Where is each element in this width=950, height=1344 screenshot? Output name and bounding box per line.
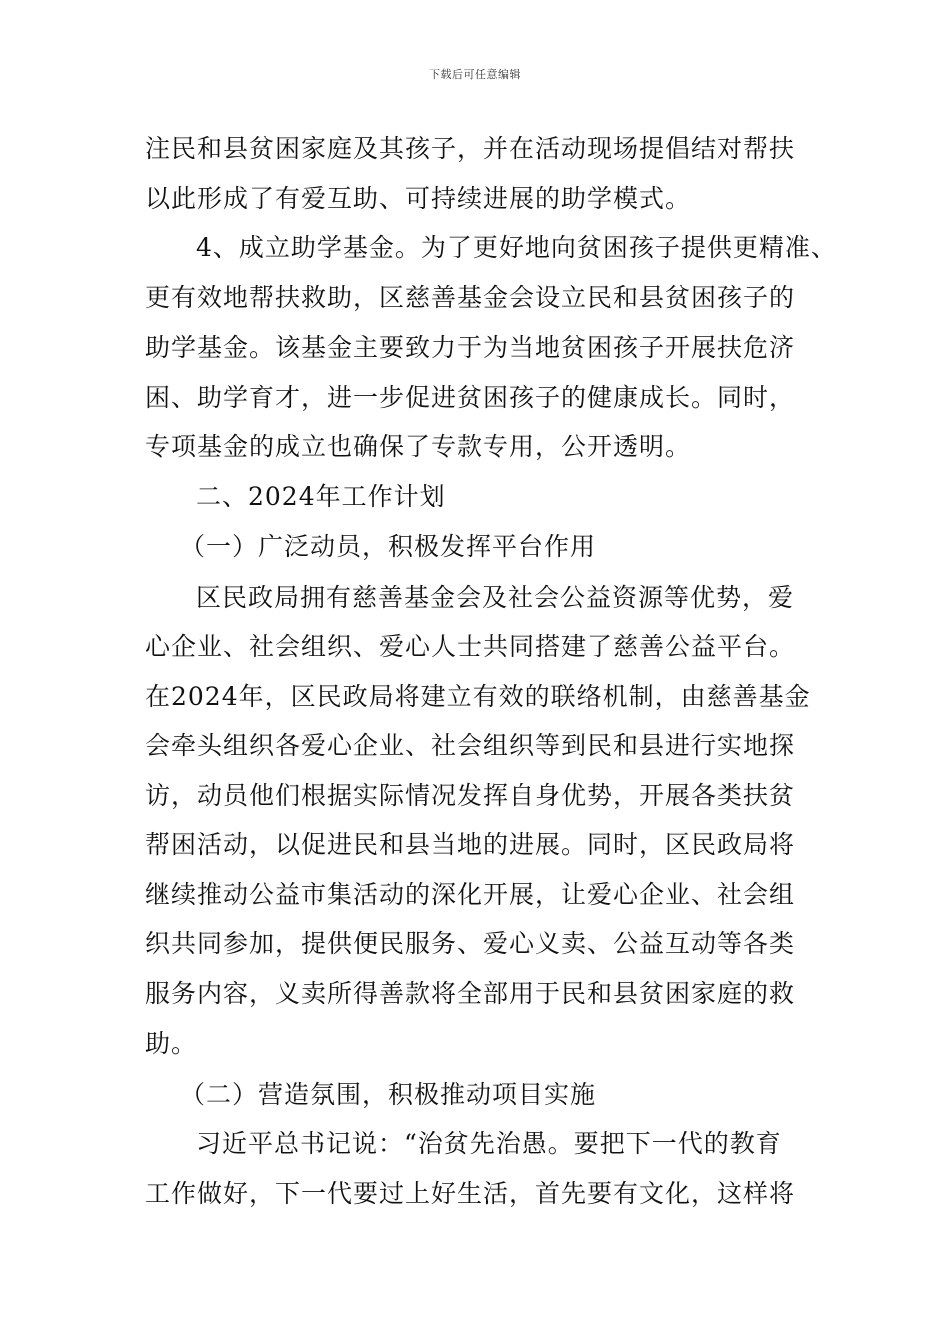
paragraph-line: 以此形成了有爱互助、可持续进展的助学模式。 bbox=[145, 184, 692, 213]
section-heading: 二、2024年工作计划 bbox=[196, 482, 446, 511]
paragraph-line: 心企业、社会组织、爱心人士共同搭建了慈善公益平台。 bbox=[145, 632, 796, 661]
paragraph-line: 助学基金。该基金主要致力于为当地贫困孩子开展扶危济 bbox=[145, 333, 796, 362]
paragraph-line: 区民政局拥有慈善基金会及社会公益资源等优势，爱 bbox=[196, 583, 795, 612]
paragraph-line: 专项基金的成立也确保了专款专用，公开透明。 bbox=[145, 432, 692, 461]
paragraph-line: 4、成立助学基金。为了更好地向贫困孩子提供更精准、 bbox=[196, 233, 837, 262]
paragraph-line: 访，动员他们根据实际情况发挥自身优势，开展各类扶贫 bbox=[145, 781, 796, 810]
paragraph-line: 助。 bbox=[145, 1029, 198, 1058]
paragraph-line: 服务内容，义卖所得善款将全部用于民和县贫困家庭的救 bbox=[145, 979, 796, 1008]
page-header: 下载后可任意编辑 bbox=[429, 68, 521, 81]
paragraph-line: 工作做好，下一代要过上好生活，首先要有文化，这样将 bbox=[145, 1179, 796, 1208]
paragraph-line: 注民和县贫困家庭及其孩子，并在活动现场提倡结对帮扶 bbox=[145, 134, 796, 163]
paragraph-line: 在2024年，区民政局将建立有效的联络机制，由慈善基金 bbox=[145, 682, 811, 711]
paragraph-line: 困、助学育才，进一步促进贫困孩子的健康成长。同时， bbox=[145, 383, 796, 412]
paragraph-line: 习近平总书记说：“治贫先治愚。要把下一代的教育 bbox=[196, 1129, 782, 1158]
subsection-heading: （二）营造氛围，积极推动项目实施 bbox=[180, 1080, 597, 1109]
paragraph-line: 继续推动公益市集活动的深化开展，让爱心企业、社会组 bbox=[145, 880, 796, 909]
subsection-heading: （一）广泛动员，积极发挥平台作用 bbox=[180, 532, 597, 561]
paragraph-line: 织共同参加，提供便民服务、爱心义卖、公益互动等各类 bbox=[145, 929, 796, 958]
paragraph-line: 更有效地帮扶救助，区慈善基金会设立民和县贫困孩子的 bbox=[145, 283, 796, 312]
paragraph-line: 帮困活动，以促进民和县当地的进展。同时，区民政局将 bbox=[145, 830, 796, 859]
paragraph-line: 会牵头组织各爱心企业、社会组织等到民和县进行实地探 bbox=[145, 731, 796, 760]
